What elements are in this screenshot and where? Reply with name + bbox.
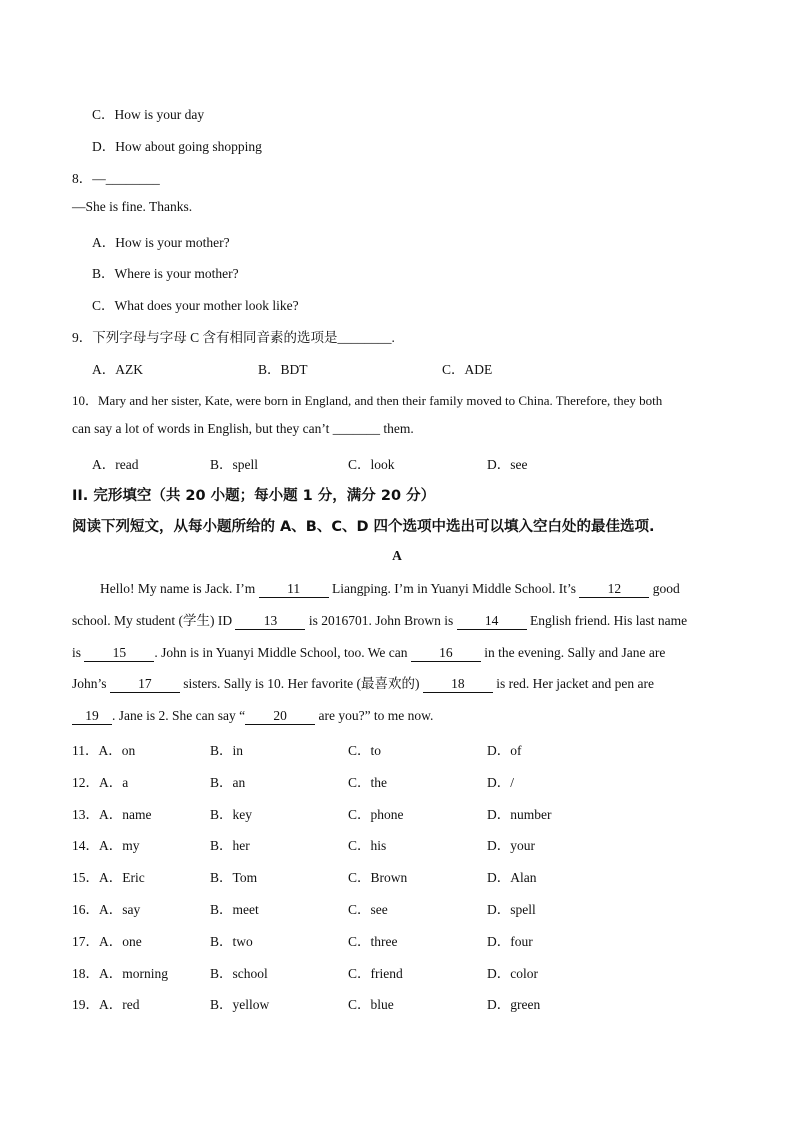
option-8c — [92, 294, 299, 314]
option-text: number — [510, 806, 552, 822]
option-text: green — [510, 997, 541, 1013]
option-letter: A． — [99, 965, 123, 981]
passage-text: . Jane is 2. She can say “ — [112, 708, 246, 724]
option-text: read — [115, 457, 139, 472]
option-10d — [487, 453, 528, 473]
blank-14: 14 — [457, 613, 527, 630]
option-letter: D． — [487, 933, 511, 949]
option-letter: B． — [210, 902, 233, 917]
option-text: phone — [370, 806, 404, 822]
option-8a — [92, 231, 230, 251]
passage-text: sisters. Sally is 10. Her favorite (最喜欢的) — [179, 676, 423, 692]
option-letter: C． — [348, 806, 371, 822]
option-8b — [92, 262, 239, 282]
cloze-option — [210, 898, 259, 918]
blank-16: 16 — [411, 645, 481, 662]
option-text: yellow — [232, 997, 270, 1013]
option-letter: D． — [487, 838, 511, 854]
option-letter: B． — [210, 743, 233, 758]
blank-13: 13 — [235, 613, 305, 630]
cloze-option — [210, 834, 250, 854]
option-text: AZK — [115, 362, 143, 377]
option-letter: B． — [210, 838, 233, 854]
option-text: key — [232, 806, 253, 822]
option-text: one — [122, 933, 142, 949]
option-text: How about going shopping — [115, 139, 262, 154]
question-number: 15． — [72, 870, 99, 886]
cloze-option — [487, 866, 537, 886]
cloze-option — [348, 962, 403, 982]
option-text: How is your mother? — [115, 235, 230, 250]
option-letter: D． — [487, 965, 511, 981]
option-letter: C． — [348, 933, 371, 949]
passage-text: John’s — [72, 676, 110, 692]
passage-line-4 — [72, 668, 724, 700]
question-8-stem — [72, 167, 160, 187]
passage-line-1 — [72, 573, 724, 605]
option-text: look — [370, 457, 395, 472]
option-text: Alan — [510, 870, 537, 886]
option-letter: B． — [210, 806, 233, 822]
option-text: of — [510, 743, 522, 758]
question-8-response: —She is fine. Thanks. — [72, 199, 193, 214]
question-number: 8．— — [72, 171, 106, 186]
option-9b — [258, 358, 308, 378]
question-9-stem: 9．下列字母与字母 C 含有相同音素的选项是________. — [72, 330, 395, 345]
cloze-option — [487, 771, 514, 791]
passage-line-5 — [72, 700, 724, 732]
option-letter: B． — [210, 965, 233, 981]
option-letter: D． — [92, 139, 116, 154]
option-text: Brown — [370, 870, 408, 886]
question-number: 18． — [72, 965, 99, 981]
cloze-option — [72, 739, 135, 759]
option-text: meet — [232, 902, 259, 917]
option-10b — [210, 453, 258, 473]
cloze-option — [487, 930, 533, 950]
question-number: 13． — [72, 806, 99, 822]
passage-title: A — [392, 548, 402, 563]
option-letter: A． — [99, 997, 123, 1013]
option-10a — [92, 453, 138, 473]
option-text: two — [232, 933, 253, 949]
passage-text: is 2016701. John Brown is — [305, 612, 457, 628]
blank-12: 12 — [579, 581, 649, 598]
cloze-option — [487, 993, 540, 1013]
cloze-option — [72, 962, 168, 982]
cloze-option — [210, 771, 245, 791]
option-text: my — [122, 838, 140, 854]
cloze-option — [348, 771, 387, 791]
option-letter: D． — [487, 743, 511, 758]
option-letter: C． — [348, 870, 371, 886]
passage-line-2 — [72, 605, 724, 637]
option-text: morning — [122, 965, 168, 981]
blank-18: 18 — [423, 676, 493, 693]
option-text: red — [122, 997, 140, 1013]
option-letter: C． — [348, 774, 371, 790]
option-letter: A． — [99, 838, 123, 854]
option-letter: C． — [348, 743, 371, 758]
cloze-option — [72, 866, 145, 886]
option-text: his — [370, 838, 387, 854]
cloze-option — [487, 962, 538, 982]
option-letter: D． — [487, 997, 511, 1013]
cloze-option — [348, 898, 388, 918]
cloze-option — [487, 898, 536, 918]
option-text: How is your day — [114, 107, 205, 122]
passage-text: are you?” to me now. — [315, 708, 434, 724]
cloze-passage — [72, 573, 724, 732]
option-letter: A． — [99, 933, 123, 949]
option-9a — [92, 358, 143, 378]
option-letter: B． — [210, 774, 233, 790]
cloze-option — [72, 771, 128, 791]
option-letter: B． — [210, 457, 233, 472]
option-text: friend — [370, 965, 403, 981]
section-instruction: 阅读下列短文，从每小题所给的 A、B、C、D 四个选项中选出可以填入空白处的最佳选项. — [72, 519, 655, 535]
passage-text: in the evening. Sally and Jane are — [480, 644, 666, 660]
question-10-line2: can say a lot of words in English, but they can’t _______ them. — [72, 421, 414, 436]
option-letter: C． — [348, 457, 371, 472]
blank-15: 15 — [84, 645, 154, 662]
option-10c — [348, 453, 395, 473]
option-letter: B． — [210, 997, 233, 1013]
cloze-option — [210, 803, 252, 823]
cloze-option — [210, 739, 243, 759]
option-text: blue — [370, 997, 394, 1013]
option-letter: C． — [348, 838, 371, 854]
passage-text: Liangping. I’m in Yuanyi Middle School. It’s — [328, 581, 580, 596]
option-text: Tom — [232, 870, 258, 886]
option-text: spell — [232, 457, 259, 472]
option-letter: D． — [487, 870, 511, 886]
question-number: 14． — [72, 838, 99, 854]
option-text: on — [121, 743, 136, 758]
cloze-option — [72, 993, 140, 1013]
cloze-option — [72, 930, 142, 950]
cloze-option — [348, 930, 398, 950]
question-number: 16． — [72, 902, 99, 917]
option-text: spell — [510, 902, 536, 917]
option-letter: B． — [210, 933, 233, 949]
option-letter: D． — [487, 774, 511, 790]
cloze-option — [487, 834, 535, 854]
option-letter: A． — [98, 743, 122, 758]
option-letter: D． — [487, 806, 511, 822]
question-number: 12． — [72, 774, 99, 790]
question-10-line1: 10．Mary and her sister, Kate, were born in England, and then their family moved to China. Therefore, they both — [72, 393, 663, 408]
passage-line-3 — [72, 637, 724, 669]
option-text: four — [510, 933, 533, 949]
blank-19: 19 — [72, 708, 112, 725]
option-7d — [92, 135, 262, 155]
option-text: in — [232, 743, 244, 758]
option-text: ADE — [464, 362, 493, 377]
passage-text: is — [72, 644, 85, 660]
option-text: three — [370, 933, 398, 949]
option-text: to — [370, 743, 382, 758]
option-text: your — [510, 838, 535, 854]
cloze-option — [348, 834, 386, 854]
option-text: an — [232, 774, 246, 790]
cloze-option — [348, 803, 404, 823]
option-text: a — [122, 774, 129, 790]
option-text: say — [122, 902, 141, 917]
question-number: 19． — [72, 997, 99, 1013]
option-text: name — [122, 806, 152, 822]
cloze-option — [72, 898, 140, 918]
cloze-option — [210, 866, 257, 886]
option-9c — [442, 358, 492, 378]
option-letter: C． — [348, 997, 371, 1013]
option-letter: C． — [92, 107, 115, 122]
passage-text: is red. Her jacket and pen are — [492, 676, 655, 692]
cloze-option — [210, 962, 268, 982]
option-letter: A． — [92, 362, 116, 377]
blank-20: 20 — [245, 708, 315, 725]
option-letter: B． — [92, 266, 115, 281]
passage-text: good — [649, 581, 680, 596]
option-7c — [92, 103, 204, 123]
cloze-option — [487, 803, 552, 823]
question-number: 17． — [72, 933, 99, 949]
option-letter: D． — [487, 457, 511, 472]
cloze-option — [348, 866, 407, 886]
option-text: her — [232, 838, 250, 854]
option-text: see — [370, 902, 388, 917]
cloze-option — [72, 803, 152, 823]
option-letter: D． — [487, 902, 511, 917]
option-letter: A． — [92, 235, 116, 250]
option-letter: B． — [258, 362, 281, 377]
question-number: 11． — [72, 743, 99, 758]
option-text: Eric — [122, 870, 145, 886]
answer-blank: ________ — [105, 171, 160, 186]
cloze-option — [210, 993, 269, 1013]
section-heading: II. 完形填空（共 20 小题；每小题 1 分，满分 20 分） — [72, 488, 436, 504]
option-letter: A． — [99, 774, 123, 790]
option-letter: C． — [348, 902, 371, 917]
option-letter: C． — [348, 965, 371, 981]
passage-text: . John is in Yuanyi Middle School, too. We can — [154, 644, 411, 660]
option-letter: A． — [99, 902, 123, 917]
option-letter: A． — [92, 457, 116, 472]
passage-text: school. My student (学生) ID — [72, 612, 236, 628]
option-letter: A． — [99, 806, 123, 822]
cloze-option — [210, 930, 253, 950]
blank-17: 17 — [110, 676, 180, 693]
option-letter: C． — [92, 298, 115, 313]
passage-text: English friend. His last name — [526, 612, 688, 628]
option-text: / — [510, 774, 515, 790]
option-text: color — [510, 965, 538, 981]
option-letter: A． — [99, 870, 123, 886]
option-letter: B． — [210, 870, 233, 886]
option-text: see — [510, 457, 528, 472]
option-text: BDT — [280, 362, 308, 377]
cloze-option — [348, 739, 381, 759]
option-text: school — [232, 965, 268, 981]
option-text: the — [370, 774, 388, 790]
blank-11: 11 — [259, 581, 329, 598]
passage-text: Hello! My name is Jack. I’m — [100, 581, 259, 596]
option-text: Where is your mother? — [114, 266, 239, 281]
cloze-option — [348, 993, 394, 1013]
cloze-option — [487, 739, 522, 759]
option-letter: C． — [442, 362, 465, 377]
option-text: What does your mother look like? — [114, 298, 299, 313]
cloze-option — [72, 834, 140, 854]
